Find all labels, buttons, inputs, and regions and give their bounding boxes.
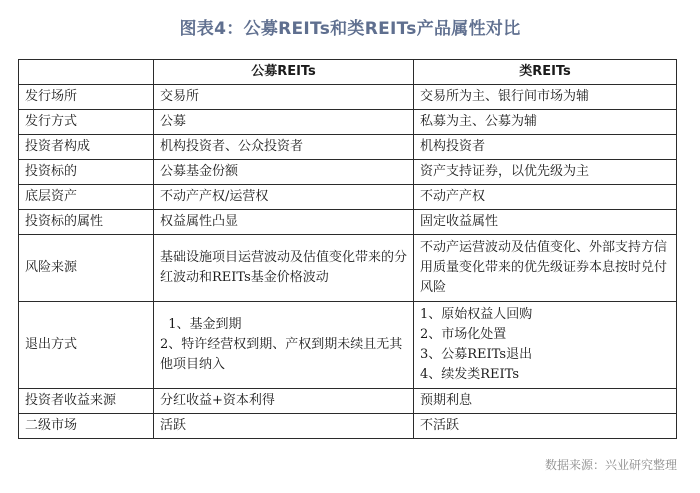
row-label-cell: 发行场所	[19, 85, 154, 110]
cell-text-line: 分红收益+资本利得	[160, 393, 275, 408]
cell-text-line: 2、特许经营权到期、产权到期未续且无其他项目纳入	[160, 337, 403, 372]
cell-text-line: 1、基金到期	[160, 317, 242, 332]
table-body	[19, 85, 677, 439]
public-reits-cell	[154, 414, 414, 439]
public-reits-cell	[154, 135, 414, 160]
cell-text-line: 机构投资者、公众投资者	[160, 139, 304, 154]
quasi-reits-cell	[414, 160, 677, 185]
public-reits-cell	[154, 110, 414, 135]
cell-text-line: 基础设施项目运营波动及估值变化带来的分红波动和REITs基金价格波动	[160, 250, 408, 285]
comparison-table	[18, 59, 677, 439]
cell-text-line: 不动产产权/运营权	[160, 189, 269, 204]
header-cell-public-reits: 公募REITs	[154, 60, 414, 85]
row-label-cell: 发行方式	[19, 110, 154, 135]
cell-text-line: 交易所为主、银行间市场为辅	[420, 89, 590, 104]
quasi-reits-cell	[414, 414, 677, 439]
public-reits-cell	[154, 210, 414, 235]
cell-text-line: 2、市场化处置	[420, 327, 507, 342]
cell-text-line: 资产支持证券，以优先级为主	[420, 164, 590, 179]
cell-text-line: 4、续发类REITs	[420, 367, 520, 382]
public-reits-cell	[154, 235, 414, 302]
row-label-cell: 底层资产	[19, 185, 154, 210]
table-row	[19, 210, 677, 235]
table-row	[19, 235, 677, 302]
cell-text-line: 活跃	[160, 418, 187, 433]
data-source-note: 数据来源：兴业研究整理	[544, 458, 677, 472]
table-row	[19, 389, 677, 414]
cell-text-line: 交易所	[160, 89, 200, 104]
public-reits-cell	[154, 160, 414, 185]
table-row	[19, 135, 677, 160]
table-row	[19, 160, 677, 185]
table-row	[19, 302, 677, 389]
row-label-cell: 二级市场	[19, 414, 154, 439]
cell-text-line: 私募为主、公募为辅	[420, 114, 538, 129]
public-reits-cell	[154, 302, 414, 389]
quasi-reits-cell	[414, 110, 677, 135]
cell-text-line: 3、公募REITs退出	[420, 347, 533, 362]
cell-text-line: 预期利息	[420, 393, 473, 408]
cell-text-line: 公募	[160, 114, 187, 129]
cell-text-line: 1、原始权益人回购	[420, 307, 533, 322]
row-label-cell: 投资标的	[19, 160, 154, 185]
cell-text-line: 不活跃	[420, 418, 460, 433]
header-cell-quasi-reits: 类REITs	[414, 60, 677, 85]
row-label-cell: 退出方式	[19, 302, 154, 389]
row-label-cell: 投资者构成	[19, 135, 154, 160]
cell-text-line: 不动产运营波动及估值变化、外部支持方信用质量变化带来的优先级证券本息按时兑付风险	[420, 240, 668, 295]
quasi-reits-cell	[414, 235, 677, 302]
table-row	[19, 110, 677, 135]
cell-text-line: 权益属性凸显	[160, 214, 239, 229]
table-row	[19, 414, 677, 439]
cell-text-line: 机构投资者	[420, 139, 486, 154]
table-header-row	[19, 60, 677, 85]
public-reits-cell	[154, 85, 414, 110]
row-label-cell: 风险来源	[19, 235, 154, 302]
figure-title: 图表4：公募REITs和类REITs产品属性对比	[179, 19, 521, 39]
row-label-cell: 投资者收益来源	[19, 389, 154, 414]
header-cell-attribute	[19, 60, 154, 85]
cell-text-line: 公募基金份额	[160, 164, 239, 179]
quasi-reits-cell	[414, 210, 677, 235]
table-row	[19, 85, 677, 110]
quasi-reits-cell	[414, 85, 677, 110]
table-row	[19, 185, 677, 210]
cell-text-line: 固定收益属性	[420, 214, 499, 229]
quasi-reits-cell	[414, 302, 677, 389]
quasi-reits-cell	[414, 185, 677, 210]
quasi-reits-cell	[414, 135, 677, 160]
comparison-table-container	[18, 59, 676, 439]
cell-text-line: 不动产产权	[420, 189, 486, 204]
row-label-cell: 投资标的属性	[19, 210, 154, 235]
public-reits-cell	[154, 389, 414, 414]
public-reits-cell	[154, 185, 414, 210]
quasi-reits-cell	[414, 389, 677, 414]
